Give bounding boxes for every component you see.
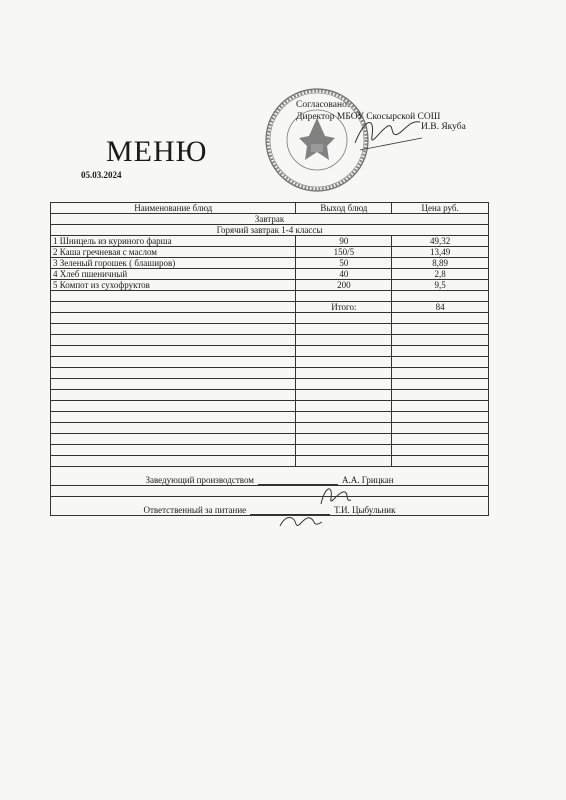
spacer-row [51, 486, 489, 497]
menu-date: 05.03.2024 [81, 170, 122, 180]
empty-row [51, 346, 489, 357]
total-value: 84 [392, 302, 489, 313]
empty-row [51, 335, 489, 346]
dish-price: 9,5 [392, 280, 489, 291]
manager-signature [315, 482, 355, 510]
empty-row [51, 390, 489, 401]
director-signature [350, 108, 425, 158]
dish-price: 13,49 [392, 247, 489, 258]
table-row [51, 280, 489, 291]
empty-row [51, 423, 489, 434]
header-price: Цена руб. [392, 203, 489, 214]
section-row [51, 214, 489, 225]
responsible-name: Т.И. Цыбульник [334, 505, 396, 515]
empty-row [51, 357, 489, 368]
dish-name: 1 Шницель из куриного фарша [51, 236, 296, 247]
manager-row [51, 467, 489, 486]
empty-row [51, 445, 489, 456]
approval-position: Директор МБОУ Скосырской СОШ [296, 112, 441, 122]
dish-price: 49,32 [392, 236, 489, 247]
empty-row [51, 313, 489, 324]
dish-output: 40 [296, 269, 392, 280]
dish-price: 2,8 [392, 269, 489, 280]
empty-row [51, 434, 489, 445]
total-label: Итого: [296, 302, 392, 313]
table-header-row [51, 203, 489, 214]
header-dish-name: Наименование блюд [51, 203, 296, 214]
table-row [51, 236, 489, 247]
subsection-title: Горячий завтрак 1-4 классы [51, 225, 489, 236]
dish-name: 2 Каша гречневая с маслом [51, 247, 296, 258]
responsible-signature [276, 510, 326, 534]
empty-row [51, 412, 489, 423]
dish-name: 3 Зеленый горошек ( блаширов) [51, 258, 296, 269]
table-row [51, 269, 489, 280]
dish-output: 200 [296, 280, 392, 291]
table-row [51, 247, 489, 258]
dish-name: 4 Хлеб пшеничный [51, 269, 296, 280]
menu-table [50, 202, 489, 516]
manager-label: Заведующий производством [145, 475, 254, 485]
empty-row [51, 291, 489, 302]
approval-label: Согласовано: [296, 100, 350, 110]
dish-output: 50 [296, 258, 392, 269]
subsection-row [51, 225, 489, 236]
empty-row [51, 379, 489, 390]
table-row [51, 258, 489, 269]
manager-name: А.А. Грицкан [341, 475, 394, 485]
dish-output: 150/5 [296, 247, 392, 258]
empty-row [51, 368, 489, 379]
empty-row [51, 401, 489, 412]
approval-name: И.В. Якуба [421, 122, 466, 132]
empty-row [51, 324, 489, 335]
header-output: Выход блюд [296, 203, 392, 214]
total-row [51, 302, 489, 313]
responsible-row [51, 497, 489, 516]
dish-output: 90 [296, 236, 392, 247]
empty-row [51, 456, 489, 467]
page-title: МЕНЮ [106, 135, 208, 168]
blank-rows [51, 313, 489, 467]
section-title: Завтрак [51, 214, 489, 225]
dish-name: 5 Компот из сухофруктов [51, 280, 296, 291]
dish-price: 8,89 [392, 258, 489, 269]
responsible-label: Ответственный за питание [143, 505, 247, 515]
